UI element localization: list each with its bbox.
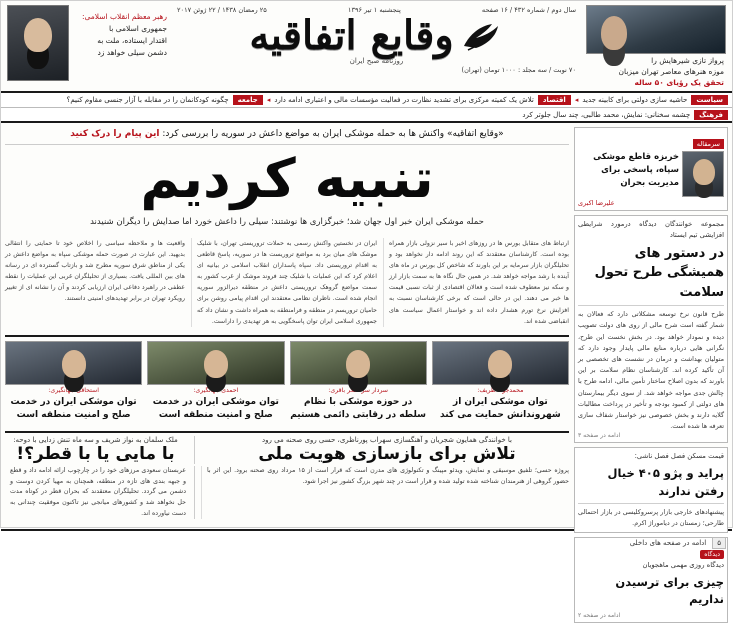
teaser-text-economy[interactable]: تلاش یک کمیته مرکزی برای تشدید نظارت در فعالیت مؤسسات مالی و اعتباری ادامه دارد <box>274 96 534 104</box>
bottom-stories <box>5 431 569 520</box>
teaser-text-politics[interactable]: حاشیه سازی دولتی برای کابینه جدید <box>582 96 688 104</box>
masthead-subtitle: روزنامه صبح ایران <box>349 56 404 65</box>
quote-card-title[interactable]: توان موشکی ایران در خدمت صلح و امنیت منطقه است <box>152 396 279 421</box>
lead-headline[interactable]: تنبیه کردیم <box>140 147 434 211</box>
health-continuation[interactable]: ادامه در صفحه ۳ <box>578 432 621 440</box>
bottom-strap-world: ملک سلمان به نواز شریف و سه ماه تنش زدایی با دوحه: <box>13 435 178 444</box>
lead-body-columns <box>5 238 569 327</box>
dateline-persian: پنجشنبه ۱ تیر ۱۳۹۶ <box>347 6 401 14</box>
quote-card-row <box>5 335 569 423</box>
quote-card-title[interactable]: در حوزه موشکی با نظام سلطه در رقابتی دائمی هستیم <box>290 396 426 421</box>
leader-portrait <box>7 5 69 81</box>
car-kicker: قیمت مسکن فصل فصل ناشی: <box>634 452 724 461</box>
quote-card[interactable] <box>147 341 284 423</box>
teaser-tag-culture[interactable]: فرهنگ <box>694 110 728 120</box>
editorial-author-photo <box>682 151 724 197</box>
teaser-tag-society[interactable]: جامعه <box>233 95 263 105</box>
masthead <box>1 1 732 93</box>
bottom-column-culture: پروژه حسی؛ تلفیق موسیقی و نمایش، ویدئو مپینگ و تکنولوژی های مدرن است که قرار است از ۱۵ مرداد روی صحنه برود. این اثر با حضور گروهی از هنرمندان شناخته شده تولید شده و قرار است در چند شهر بزرگ کشور نیز اجرا شود. <box>201 466 569 520</box>
logo[interactable] <box>249 11 503 59</box>
teaser-separator-2: ◂ <box>266 96 271 104</box>
leader-kicker: رهبر معظم انقلاب اسلامی: <box>81 12 167 21</box>
quote-card-kicker: احمدی جهانگیری: <box>193 386 239 394</box>
masthead-left-promo[interactable] <box>586 5 726 89</box>
teaser-tag-politics[interactable]: سیاست <box>691 95 728 105</box>
quote-card[interactable] <box>290 341 427 423</box>
leader-quote <box>73 5 167 89</box>
viewpoint-kicker: دیدگاه روزی مهمی ماهجویان <box>642 561 724 570</box>
bottom-strap-culture: با خوانندگی همایون شجریان و آهنگسازی سهراب پورناظری، حسی روی صحنه می رود <box>262 435 512 444</box>
quote-card-photo <box>147 341 284 385</box>
quote-card-title[interactable]: توان موشکی ایران در خدمت صلح و امنیت منطقه است <box>10 396 137 421</box>
health-body: طرح قانون نرخ توسعه مشکلاتی دارد که فعالان به شمار گفته است شرح مالی از روی های دولت تصویب دیده و نمودار خواهد بود. در بخش نخست این طرح، نگرانی هایی درباره منابع مالی پایدار وجود دارد که متولیان بهداشت و درمان در نشست های تخصصی بر آن تأکید کرده اند. کارشناسان نظام سلامت بر این باورند که بدون اصلاح ساختار تأمین مالی، ادامه طرح با چالش جدی مواجه خواهد شد. از سوی دیگر بیمارستان های دولتی از کمبود بودجه و تأخیر در پرداخت مطالبات گلایه دارند و بخش خصوصی نیز خواستار شفاف سازی تعرفه ها شده است. <box>578 310 724 431</box>
leader-line-3: دشمن سیلی خواهد زد <box>97 48 167 57</box>
price-text: ۷۰ نوبت / سه مجلد : ۱۰۰۰ تومان (تهران) <box>461 65 576 74</box>
bottom-body-columns <box>5 466 569 520</box>
dateline-hijri: ۲۵ رمضان ۱۴۳۸ / ۲۲ ژوئن ۲۰۱۷ <box>177 6 267 14</box>
promo-line-2: موزه هنرهای معاصر تهران میزبان <box>618 67 724 77</box>
divider-2 <box>578 503 724 504</box>
teaser-bar-top <box>1 93 732 108</box>
promo-highlight: تحقق یک رؤیای ۵۰ ساله <box>634 78 724 88</box>
lead-strap-prefix: «وقایع اتفاقیه» واکنش ها به حمله موشکی ایران به مواضع داعش در سوریه را بررسی کرد: <box>162 129 504 139</box>
lead-column-right: واقعیت ها و ملاحظه سیاسی را اخلاص خود تا حمایتی را انتقالی بدیهید. این عبارت در صورت حمله موشکی سپاه به مواضع داعش در یکی از مناطق شرق سوریه مطرح شد و بازتاب گسترده ای در رسانه های بین المللی یافت. بسیاری از تحلیلگران غربی این عملیات را نقطه عطفی در راهبرد دفاعی ایران ارزیابی کردند و آن را نشانه ای از تغییر رویکرد تهران در برابر تهدیدهای امنیتی دانستند. <box>5 239 185 303</box>
quote-card-photo <box>5 341 142 385</box>
sidebar-health-story[interactable] <box>574 215 728 443</box>
teaser-bar-culture <box>1 108 732 123</box>
quote-card-kicker: استحاقی جهانگیری: <box>48 386 99 394</box>
editorial-tag: سرمقاله <box>693 139 724 149</box>
teaser-text-culture[interactable]: چشمه سخنانی: نمایش، محمد طالبی، چند سال جلوتر کرد <box>522 110 691 119</box>
quote-card[interactable] <box>5 341 142 423</box>
dateline-gregorian: سال دوم / شماره ۴۳۲ / ۱۶ صفحه <box>481 6 576 14</box>
editorial-title[interactable]: خربزه قاطع موشکی سپاه، پاسخی برای مدیریت بحران <box>593 152 679 188</box>
quote-card-photo <box>290 341 427 385</box>
editorial-byline: علیرضا اکبری <box>578 199 615 207</box>
car-body: پیشنهادهای خارجی بازار پرسروکلیسی در بازار احتمالی طارحی؛ زمستان در دیاموراژ اکرم. <box>578 507 724 528</box>
divider-1 <box>578 305 724 306</box>
promo-photo-left <box>586 5 726 54</box>
main-column <box>5 127 569 525</box>
page-number: ۵ <box>712 537 726 549</box>
leader-line-1: جمهوری اسلامی با <box>108 24 167 33</box>
health-kicker: مجموعه خوانندگان دیدگاه درمورد شرایطی افزایشی تیم ایستاد <box>578 220 724 239</box>
masthead-priceline <box>173 65 580 75</box>
lead-column-mid: ایران در نخستین واکنش رسمی به حملات تروریستی تهران، با شلیک موشک های میان برد به مواضع تروریست ها در سوریه، پاسخ قاطعی به اقدام تروریستی داد. سپاه پاسداران انقلاب اسلامی در بیانیه ای اعلام کرد که این عملیات با شلیک چند فروند موشک از غرب کشور به سمت مواضع گروهک تروریستی داعش در منطقه دیرالزور سوریه انجام شده است. ناظران نظامی معتقدند این اقدام پیامی روشن برای حامیان تروریسم در منطقه و فرامنطقه به همراه داشت و نشان داد که جمهوری اسلامی ایران توان پاسخگویی به هر تهدیدی را داراست. <box>191 238 377 327</box>
bottom-column-world: عربستان سعودی مرزهای خود را در چارچوب ارائه ادامه داد و قطع و جبهه بندی های تازه در منطقه، همچنان به مهیا کردن دوست و دشمن می گردد. تحلیلگران معتقدند که بحران قطر در کوتاه مدت حل نخواهد شد و کشورهای میانجی نیز تاکنون موفقیت چندانی به دست نیاورده اند. <box>5 466 195 520</box>
bottom-headline-culture[interactable]: تلاش برای بازسازی هویت ملی <box>258 443 516 464</box>
promo-caption-left <box>586 56 726 89</box>
car-headline[interactable]: پراید و پژو ۴۰۵ خیال رفتن ندارند <box>607 466 724 498</box>
teaser-separator-1: ◂ <box>574 96 579 104</box>
lead-strap-bold: این پیام را درک کنید <box>70 129 160 139</box>
sidebar-viewpoint[interactable] <box>574 537 728 622</box>
quote-card-title[interactable]: توان موشکی ایران از شهروندانش حمایت می کند <box>440 396 561 421</box>
quote-card[interactable] <box>432 341 569 423</box>
viewpoint-tag: دیدگاه <box>700 550 724 559</box>
health-headline[interactable]: در دستور های همیشگی طرح تحول سلامت <box>594 245 724 300</box>
lead-subheadline: حمله موشکی ایران خبر اول جهان شد؛ خبرگزاری ها نوشتند: سیلی را داعش خورد اما صدایش را دیگران شنیدند <box>90 217 484 228</box>
footer-note: ادامه در صفحه های داخلی <box>629 539 707 547</box>
viewpoint-continuation[interactable]: ادامه در صفحه ۲ <box>578 611 621 619</box>
masthead-center <box>173 5 580 89</box>
lead-strap <box>5 127 569 145</box>
masthead-right-quote[interactable] <box>7 5 167 89</box>
quote-card-kicker: محمدجواد ظریف: <box>477 386 524 394</box>
sidebar-car-story[interactable] <box>574 447 728 533</box>
bottom-headline-world[interactable]: با مایی یا با قطر؟! <box>16 443 175 464</box>
sidebar-editorial[interactable] <box>574 127 728 211</box>
logo-wordmark: وقایع اتفاقیه <box>249 11 454 59</box>
lead-column-left: ارتباط های متقابل بورس ها در روزهای اخیر با سیر نزولی بازار همراه بوده است. کارشناسان معتقدند که این روند ادامه دار نخواهد بود و تحلیلگران بازار سرمایه بر این باورند که شاخص کل بورس در ماه های آینده با رشد مواجه خواهد شد. در همین حال نگاه ها به سمت بازار ارز و سکه نیز معطوف شده است و فعالان اقتصادی از ثبات نسبی قیمت ها خبر می دهند. این در حالی است که برخی کارشناسان نسبت به افزایش نرخ تورم هشدار داده اند و خواستار اعمال سیاست های انقباضی شده اند. <box>383 238 569 327</box>
promo-line-1: پرواز تازی شیرهایش را <box>651 56 724 66</box>
leader-line-2: اقتدار ایستاده، ملت به <box>97 36 167 45</box>
quote-card-photo <box>432 341 569 385</box>
bird-icon <box>458 16 504 56</box>
quote-card-kicker: سردار سرلشکر باقری: <box>328 386 388 394</box>
viewpoint-headline[interactable]: چیزی برای ترسیدن نداریم <box>615 575 724 607</box>
teaser-tag-economy[interactable]: اقتصاد <box>538 95 571 105</box>
teaser-text-society[interactable]: چگونه کودکانمان را در مقابله با آزار جنسی مقاوم کنیم؟ <box>66 96 229 104</box>
